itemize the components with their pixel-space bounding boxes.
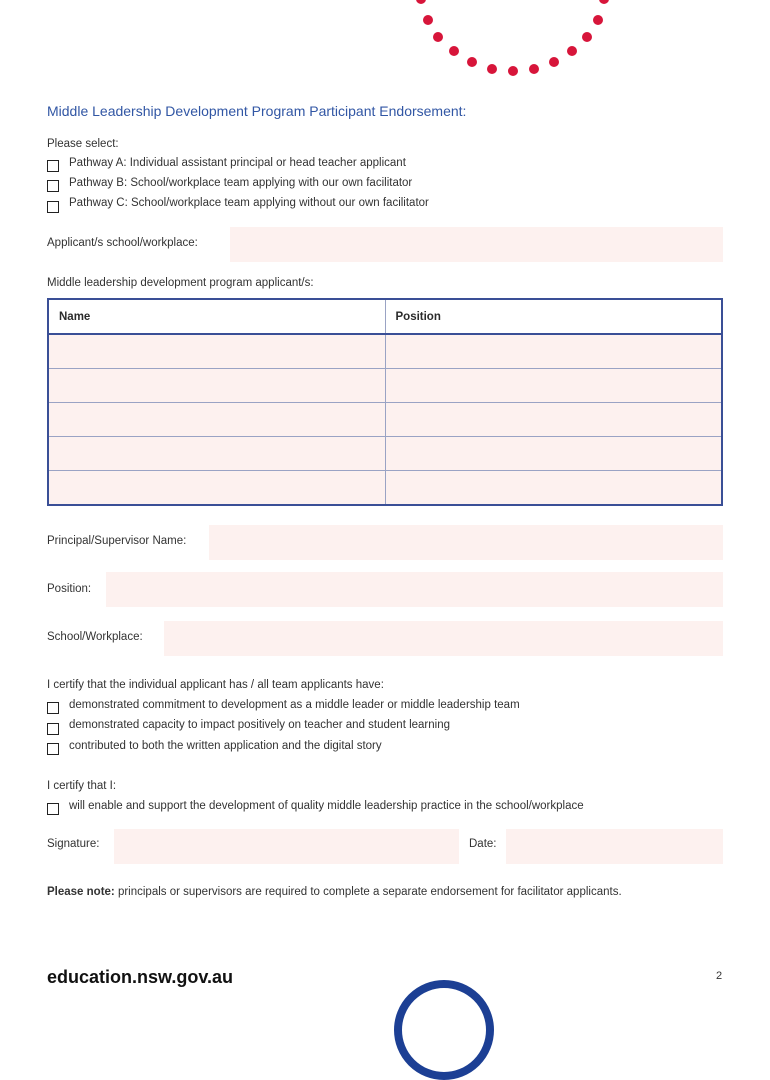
applicants-table xyxy=(47,298,723,506)
note-body: principals or supervisors are required to complete a separate endorsement for facilitator applicants. xyxy=(114,886,622,898)
pathway-c-label: Pathway C: School/workplace team applying without our own facilitator xyxy=(69,197,429,209)
column-header-name: Name xyxy=(48,299,385,334)
table-row xyxy=(48,403,722,437)
date-label: Date: xyxy=(469,838,497,850)
decorative-ring xyxy=(394,980,494,1080)
table-row xyxy=(48,334,722,369)
certify-capacity-checkbox[interactable] xyxy=(47,723,59,735)
principal-name-label: Principal/Supervisor Name: xyxy=(47,535,187,547)
pathway-b-checkbox[interactable] xyxy=(47,180,59,192)
position-cell[interactable] xyxy=(385,403,722,437)
form-title: Middle Leadership Development Program Participant Endorsement: xyxy=(47,103,467,119)
position-field[interactable] xyxy=(106,572,723,607)
certify-support-checkbox[interactable] xyxy=(47,803,59,815)
pathway-b-label: Pathway B: School/workplace team applying with our own facilitator xyxy=(69,177,413,189)
position-cell[interactable] xyxy=(385,437,722,471)
name-cell[interactable] xyxy=(48,471,385,506)
pathway-a-label: Pathway A: Individual assistant principal or head teacher applicant xyxy=(69,157,406,169)
please-select-label: Please select: xyxy=(47,138,119,150)
certify-commitment-label: demonstrated commitment to development as a middle leader or middle leadership team xyxy=(69,699,520,711)
note-bold: Please note: xyxy=(47,886,115,898)
page-number: 2 xyxy=(716,970,723,982)
name-cell[interactable] xyxy=(48,403,385,437)
certify-commitment-checkbox[interactable] xyxy=(47,702,59,714)
position-cell[interactable] xyxy=(385,334,722,369)
table-row xyxy=(48,369,722,403)
certify-support-label: will enable and support the development of quality middle leadership practice in the school/workplace xyxy=(69,800,584,812)
school-workplace-label: School/Workplace: xyxy=(47,631,143,643)
certify-self-intro: I certify that I: xyxy=(47,780,117,792)
footer-url[interactable]: education.nsw.gov.au xyxy=(47,967,234,987)
certify-contributed-label: contributed to both the written application and the digital story xyxy=(69,740,382,752)
applicant-school-field[interactable] xyxy=(230,227,723,262)
column-header-position: Position xyxy=(385,299,722,334)
certify-capacity-label: demonstrated capacity to impact positively on teacher and student learning xyxy=(69,719,450,731)
principal-name-field[interactable] xyxy=(209,525,723,560)
certify-contributed-checkbox[interactable] xyxy=(47,743,59,755)
applicant-school-label: Applicant/s school/workplace: xyxy=(47,237,198,249)
signature-label: Signature: xyxy=(47,838,100,850)
position-cell[interactable] xyxy=(385,471,722,506)
name-cell[interactable] xyxy=(48,437,385,471)
certify-applicants-intro: I certify that the individual applicant has / all team applicants have: xyxy=(47,679,384,691)
name-cell[interactable] xyxy=(48,369,385,403)
date-field[interactable] xyxy=(506,829,723,864)
applicants-label: Middle leadership development program applicant/s: xyxy=(47,277,314,289)
note-text xyxy=(47,886,622,898)
signature-field[interactable] xyxy=(114,829,459,864)
name-cell[interactable] xyxy=(48,334,385,369)
pathway-a-checkbox[interactable] xyxy=(47,160,59,172)
pathway-c-checkbox[interactable] xyxy=(47,201,59,213)
table-row xyxy=(48,471,722,506)
position-label: Position: xyxy=(47,583,92,595)
position-cell[interactable] xyxy=(385,369,722,403)
table-row xyxy=(48,437,722,471)
school-workplace-field[interactable] xyxy=(164,621,723,656)
